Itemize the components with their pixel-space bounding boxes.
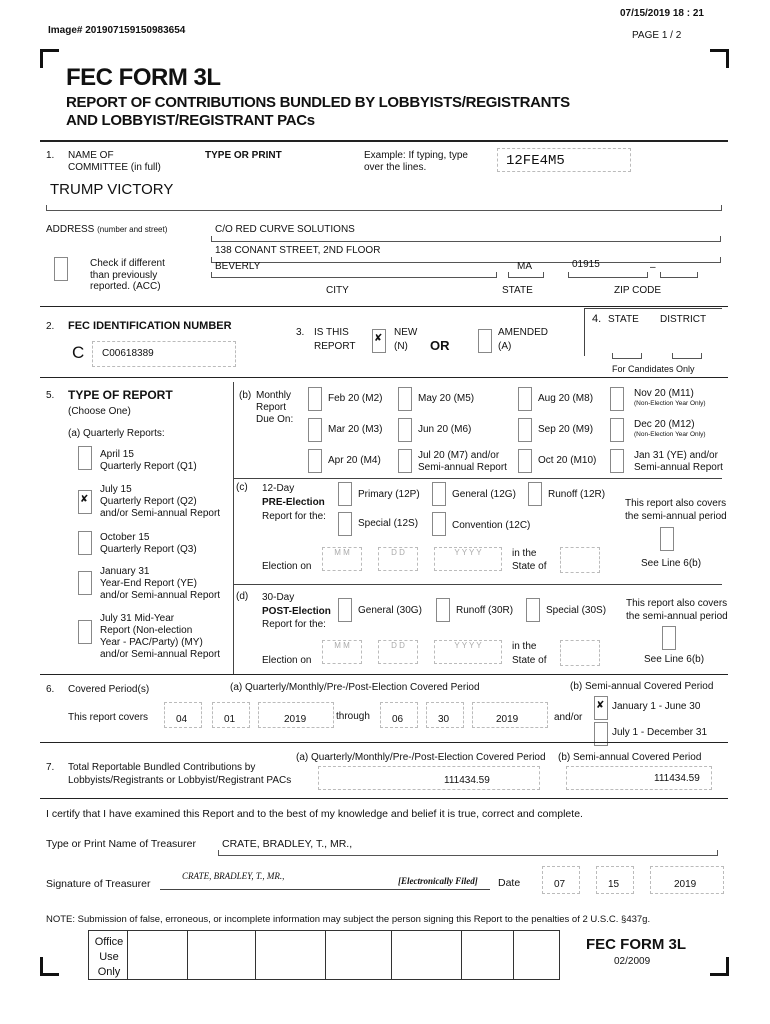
m12-label: Dec 20 (M12) [634, 419, 695, 430]
report-title-line1: REPORT OF CONTRIBUTIONS BUNDLED BY LOBBYISTS/REGISTRANTS [66, 94, 570, 111]
q1-label: April 15 [100, 449, 134, 460]
new-report-checkbox[interactable] [372, 329, 386, 353]
total-label: Lobbyists/Registrants or Lobbyist/Registrant PACs [68, 775, 292, 786]
m2-label: Feb 20 (M2) [328, 393, 383, 404]
state-of-label: State of [512, 655, 547, 666]
section-number: 4. [592, 313, 602, 325]
divider [584, 308, 722, 309]
candidate-district-field[interactable] [672, 342, 702, 359]
section-number: 5. [46, 390, 55, 401]
convention-label: Convention (12C) [452, 520, 531, 531]
semiannual-h1-label: January 1 - June 30 [612, 701, 701, 712]
see-line-label: See Line 6(b) [644, 654, 705, 665]
election-on-label: Election on [262, 561, 312, 572]
new-label: (N) [394, 341, 408, 352]
my-label: and/or Semi-annual Report [100, 649, 221, 660]
example-code: 12FE4M5 [497, 148, 631, 172]
m12-checkbox[interactable] [610, 418, 624, 442]
divider [255, 931, 256, 979]
is-this-label: REPORT [314, 341, 356, 352]
q3-label: Quarterly Report (Q3) [100, 544, 197, 555]
m7-label: Jul 20 (M7) and/or [418, 450, 500, 461]
pre-date-year[interactable]: Y Y Y Y [434, 547, 502, 571]
type-of-report-label: TYPE OF REPORT [68, 388, 173, 402]
runoff-label: Runoff (12R) [548, 489, 606, 500]
city-label: CITY [326, 285, 349, 296]
m11-label: Nov 20 (M11) [634, 388, 694, 399]
ye2-checkbox[interactable] [610, 449, 624, 473]
total-b-value: 111434.59 [654, 773, 700, 784]
pre-election-label: 12-Day [262, 483, 295, 494]
post-date-month[interactable]: M M [322, 640, 362, 664]
divider [187, 931, 188, 979]
in-the-label: in the [512, 548, 537, 559]
quarterly-reports-label: (a) Quarterly Reports: [68, 428, 165, 439]
m11-note: (Non-Election Year Only) [634, 400, 706, 407]
post-state-field[interactable] [560, 640, 600, 666]
m5-checkbox[interactable] [398, 387, 412, 411]
to-day: 30 [438, 714, 450, 725]
office-use-box [88, 930, 560, 980]
section-number: 6. [46, 684, 55, 695]
report-title-line2: AND LOBBYIST/REGISTRANT PACs [66, 112, 315, 129]
pre-election-label: PRE-Election [262, 497, 325, 508]
divider [233, 478, 722, 479]
pre-date-month[interactable]: M M [322, 547, 362, 571]
check-label: Check if different [90, 258, 165, 269]
candidate-state-field[interactable] [612, 342, 642, 359]
divider [233, 382, 234, 674]
ye2-label: Jan 31 (YE) and/or [634, 450, 718, 461]
date-month: 07 [554, 879, 566, 890]
check-label: than previously [90, 270, 158, 281]
in-the-label: in the [512, 641, 537, 652]
amended-label: AMENDED [498, 327, 549, 338]
section-number: 3. [296, 327, 305, 338]
my-checkbox[interactable] [78, 620, 92, 644]
post-election-label: 30-Day [262, 592, 295, 603]
signature-value: CRATE, BRADLEY, T., MR., [182, 871, 285, 881]
semiannual-pre-checkbox[interactable] [660, 527, 674, 551]
ye-label: January 31 [100, 566, 150, 577]
my-label: Year - PAC/Party) (MY) [100, 637, 203, 648]
post-date-day[interactable]: D D [378, 640, 418, 664]
zip-ext-field[interactable] [660, 261, 698, 278]
monthly-label: Monthly [256, 390, 292, 401]
q2-label: July 15 [100, 484, 132, 495]
example-label: Example: If typing, type [364, 150, 468, 161]
penalty-note: NOTE: Submission of false, erroneous, or incomplete information may subject the person signing this Report to the penalties of 2 U.S.C. §437g. [46, 914, 651, 925]
from-day: 01 [224, 714, 236, 725]
amended-report-checkbox[interactable] [478, 329, 492, 353]
see-line-label: See Line 6(b) [641, 558, 702, 569]
divider [584, 308, 586, 356]
m5-label: May 20 (M5) [418, 393, 475, 404]
q3-checkbox[interactable] [78, 531, 92, 555]
form-title: FEC FORM 3L [66, 64, 221, 91]
or-label: OR [430, 338, 450, 353]
address-changed-checkbox[interactable] [54, 257, 68, 281]
ye-label: Year-End Report (YE) [100, 578, 197, 589]
address-line1-field[interactable] [211, 225, 721, 242]
runoff-checkbox[interactable] [528, 482, 542, 506]
check-label: reported. (ACC) [90, 281, 161, 292]
primary-checkbox[interactable] [338, 482, 352, 506]
divider [40, 306, 728, 307]
monthly-label: Report [256, 402, 287, 413]
city-value: BEVERLY [215, 261, 261, 272]
special-checkbox[interactable] [338, 512, 352, 536]
total-a-header: (a) Quarterly/Monthly/Pre-/Post-Election Covered Period [296, 752, 546, 763]
footer-date: 02/2009 [614, 956, 651, 967]
office-use-line: Use [99, 951, 119, 963]
general30-label: General (30G) [358, 605, 422, 616]
total-b-header: (b) Semi-annual Covered Period [558, 752, 702, 763]
special30-label: Special (30S) [546, 605, 607, 616]
total-a-value: 111434.59 [444, 775, 490, 786]
choose-one-label: (Choose One) [68, 406, 131, 417]
type-or-print-label: TYPE OR PRINT [205, 150, 282, 161]
signature-line [160, 889, 490, 890]
divider [40, 140, 728, 142]
report-covers-label: This report covers [68, 712, 149, 723]
m6-checkbox[interactable] [398, 418, 412, 442]
from-year: 2019 [284, 714, 307, 725]
covered-period-label: Covered Period(s) [68, 684, 150, 695]
q2-label: and/or Semi-annual Report [100, 508, 221, 519]
runoff30-label: Runoff (30R) [456, 605, 514, 616]
monthly-label: (b) [239, 390, 252, 401]
pre-date-day[interactable]: D D [378, 547, 418, 571]
fec-id-label: FEC IDENTIFICATION NUMBER [68, 320, 232, 332]
example-label: over the lines. [364, 162, 427, 173]
is-this-label: IS THIS [314, 327, 349, 338]
treasurer-name-value: CRATE, BRADLEY, T., MR., [222, 838, 353, 850]
special30-checkbox[interactable] [526, 598, 540, 622]
m9-label: Sep 20 (M9) [538, 424, 594, 435]
corner-mark [710, 49, 729, 68]
post-election-label: Report for the: [262, 619, 326, 630]
covers-note: the semi-annual period [626, 611, 728, 622]
divider [461, 931, 462, 979]
my-label: Report (Non-election [100, 625, 193, 636]
signature-label: Signature of Treasurer [46, 878, 151, 890]
covered-period-a-header: (a) Quarterly/Monthly/Pre-/Post-Election Covered Period [230, 682, 480, 693]
post-election-label: (d) [236, 591, 249, 602]
convention-checkbox[interactable] [432, 512, 446, 536]
date-label: Date [498, 877, 521, 889]
divider [233, 584, 722, 585]
from-month: 04 [176, 714, 188, 725]
divider [127, 931, 128, 979]
new-label: NEW [394, 327, 418, 338]
m7-checkbox[interactable] [398, 449, 412, 473]
covered-period-b-header: (b) Semi-annual Covered Period [570, 681, 714, 692]
q1-label: Quarterly Report (Q1) [100, 461, 197, 472]
ye-checkbox[interactable] [78, 571, 92, 595]
m10-checkbox[interactable] [518, 449, 532, 473]
semiannual-h2-label: July 1 - December 31 [612, 727, 708, 738]
m12-note: (Non-Election Year Only) [634, 431, 706, 438]
general-label: General (12G) [452, 489, 516, 500]
m4-checkbox[interactable] [308, 449, 322, 473]
corner-mark [710, 957, 729, 976]
zip-value: 01915 [572, 259, 600, 270]
section-number: 7. [46, 762, 55, 773]
general30-checkbox[interactable] [338, 598, 352, 622]
divider [40, 742, 728, 743]
committee-name-value: TRUMP VICTORY [50, 181, 174, 198]
m8-label: Aug 20 (M8) [538, 393, 594, 404]
to-month: 06 [392, 714, 404, 725]
date-year: 2019 [674, 879, 697, 890]
treasurer-name-label: Type or Print Name of Treasurer [46, 838, 196, 850]
post-date-year[interactable]: Y Y Y Y [434, 640, 502, 664]
corner-mark [40, 49, 59, 68]
page-number: PAGE 1 / 2 [632, 30, 682, 41]
fec-id-prefix: C [72, 343, 85, 362]
semiannual-h1-checkbox[interactable] [594, 696, 608, 720]
divider [40, 798, 728, 799]
q2-label: Quarterly Report (Q2) [100, 496, 197, 507]
section-number: 2. [46, 321, 55, 332]
image-number: Image# 201907159150983654 [48, 25, 186, 36]
pre-state-field[interactable] [560, 547, 600, 573]
q2-checkbox[interactable] [78, 490, 92, 514]
state-label: STATE [608, 314, 639, 325]
my-label: July 31 Mid-Year [100, 613, 175, 624]
address-hint: (number and street) [97, 225, 168, 234]
date-day: 15 [608, 879, 620, 890]
state-field[interactable] [508, 261, 544, 278]
to-year: 2019 [496, 714, 519, 725]
divider [391, 931, 392, 979]
pre-election-label: Report for the: [262, 511, 326, 522]
ye-label: and/or Semi-annual Report [100, 590, 221, 601]
amended-label: (A) [498, 341, 512, 352]
address-label-text: ADDRESS [46, 224, 95, 235]
divider [40, 674, 728, 675]
m6-label: Jun 20 (M6) [418, 424, 472, 435]
fec-id-value: C00618389 [102, 348, 154, 359]
monthly-label: Due On: [256, 414, 294, 425]
pre-election-label: (c) [236, 482, 248, 493]
committee-name-label: COMMITTEE (in full) [68, 162, 161, 173]
special-label: Special (12S) [358, 518, 419, 529]
m10-label: Oct 20 (M10) [538, 455, 597, 466]
total-a-field[interactable] [318, 766, 540, 790]
zip-field[interactable] [568, 261, 648, 278]
post-election-label: POST-Election [262, 606, 331, 617]
footer-form-title: FEC FORM 3L [586, 936, 686, 953]
office-use-line: Only [97, 966, 121, 978]
address-line1-value: C/O RED CURVE SOLUTIONS [215, 224, 355, 235]
district-label: DISTRICT [660, 314, 707, 325]
state-value: MA [517, 261, 532, 272]
candidates-note: For Candidates Only [612, 364, 695, 374]
certification-text: I certify that I have examined this Report and to the best of my knowledge and belief it is true, correct and complete. [46, 808, 583, 820]
m9-checkbox[interactable] [518, 418, 532, 442]
covers-note: This report also covers [625, 498, 727, 509]
state-label: STATE [502, 285, 533, 296]
treasurer-name-field[interactable] [218, 839, 718, 856]
section-number: 1. [46, 150, 55, 161]
q3-label: October 15 [100, 532, 150, 543]
timestamp: 07/15/2019 18 : 21 [620, 8, 704, 19]
address-line2-value: 138 CONANT STREET, 2ND FLOOR [215, 245, 381, 256]
state-of-label: State of [512, 561, 547, 572]
covers-note: This report also covers [626, 598, 728, 609]
through-label: through [336, 711, 370, 722]
office-use-label [91, 935, 127, 980]
and-or-label: and/or [554, 712, 583, 723]
divider [325, 931, 326, 979]
office-use-line: Office [94, 936, 124, 948]
divider [513, 931, 514, 979]
m3-label: Mar 20 (M3) [328, 424, 383, 435]
m7-label: Semi-annual Report [418, 462, 507, 473]
divider [40, 377, 728, 378]
committee-name-label: NAME OF [68, 150, 114, 161]
electronically-filed: [Electronically Filed] [398, 876, 478, 886]
covers-note: the semi-annual period [625, 511, 727, 522]
q1-checkbox[interactable] [78, 446, 92, 470]
semiannual-post-checkbox[interactable] [662, 626, 676, 650]
election-on-label: Election on [262, 655, 312, 666]
address-label [46, 224, 167, 235]
zip-label: ZIP CODE [614, 285, 662, 296]
committee-name-field[interactable] [46, 194, 722, 211]
m2-checkbox[interactable] [308, 387, 322, 411]
m11-checkbox[interactable] [610, 387, 624, 411]
m3-checkbox[interactable] [308, 418, 322, 442]
ye2-label: Semi-annual Report [634, 462, 723, 473]
runoff30-checkbox[interactable] [436, 598, 450, 622]
m4-label: Apr 20 (M4) [328, 455, 381, 466]
zip-dash: – [650, 262, 656, 273]
primary-label: Primary (12P) [358, 489, 420, 500]
corner-mark [40, 957, 59, 976]
total-label: Total Reportable Bundled Contributions by [68, 762, 256, 773]
m8-checkbox[interactable] [518, 387, 532, 411]
city-field[interactable] [211, 261, 497, 278]
general-checkbox[interactable] [432, 482, 446, 506]
